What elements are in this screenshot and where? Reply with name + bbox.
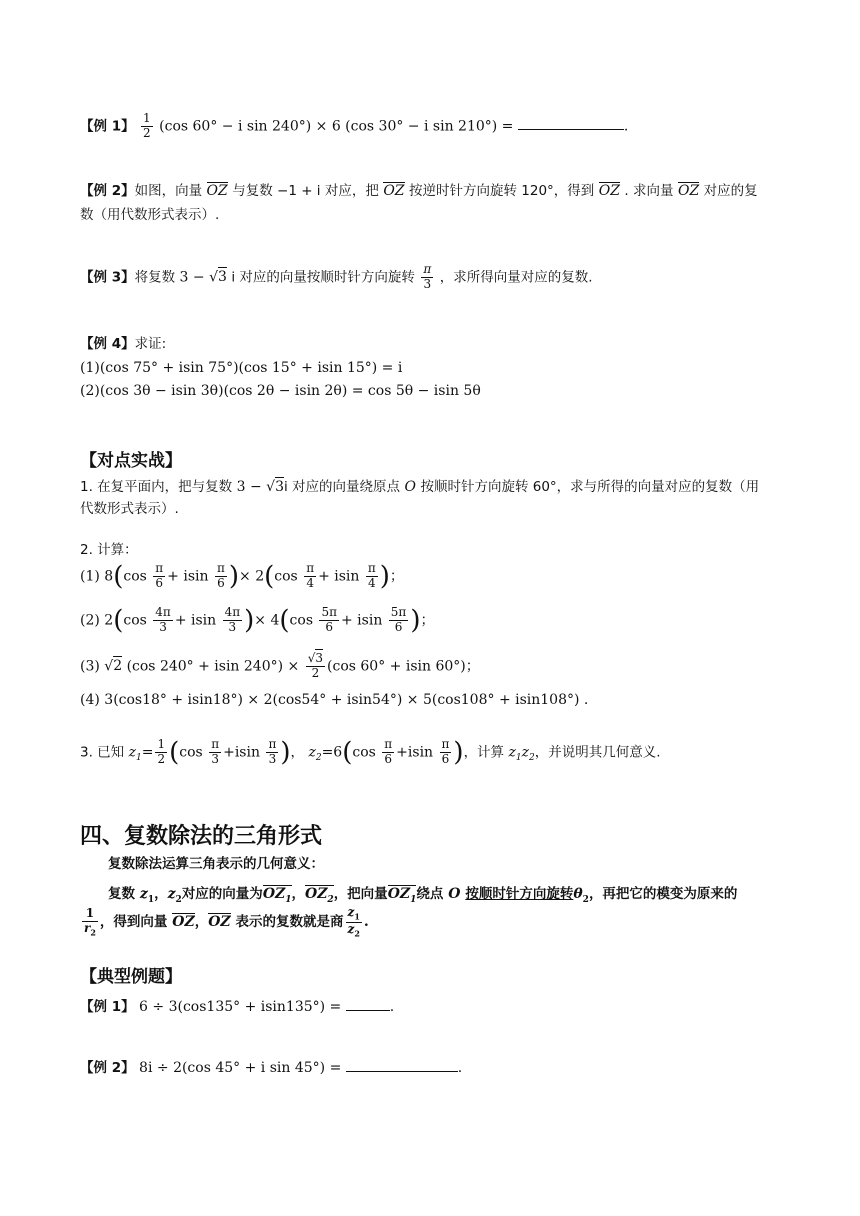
example-expression: (cos 60° − i sin 240°) × 6 (cos 30° − i sin 210°) = bbox=[159, 118, 514, 135]
typical-example-1: 【例 1】 6 ÷ 3(cos135° + isin135°) = . bbox=[80, 999, 395, 1015]
example-tag: 【例 2】 bbox=[80, 183, 135, 199]
typical-heading: 【典型例题】 bbox=[80, 967, 182, 987]
practice-heading: 【对点实战】 bbox=[80, 451, 182, 471]
example-4: 【例 4】求证: (1)(cos 75° + isin 75°)(cos 15° + isin 15°) = i (2)(cos 3θ − isin 3θ)(cos 2θ − isin 2θ) = cos 5θ − isin 5θ bbox=[80, 337, 786, 398]
answer-blank[interactable] bbox=[346, 1061, 458, 1072]
calc-2: (2) 2(cos $\frac{4\pi}{3}$ + isin $\frac{4\pi}{3}$ )× 4(cos $\frac{5\pi}{6}$ + isin $\frac{5\pi}{6}$ )； bbox=[80, 605, 435, 636]
practice-q3: 3. 已知 $z_1=$ $\frac{1}{2}$ (cos $\frac{\pi}{3}$ +isin $\frac{\pi}{3}$ )， $z_2=6(\cos$ $\frac{\pi}{6}$ +isin $\frac{\pi}{6}$ )，计算 $z_1z_2$，并说明其几何意义. bbox=[80, 737, 661, 768]
example-tag: 【例 1】 bbox=[80, 118, 135, 135]
practice-q2: 2. 计算： bbox=[80, 542, 138, 558]
calc-4: (4) 3(cos18° + isin18°) × 2(cos54° + isin54°) × 5(cos108° + isin108°) . bbox=[80, 692, 589, 708]
typical-example-2: 【例 2】 8i ÷ 2(cos 45° + i sin 45°) = . bbox=[80, 1060, 463, 1076]
answer-blank[interactable] bbox=[346, 1000, 390, 1011]
section-paragraph-2: $\frac{1}{r_2}$ ，得到向量 OZ，OZ 表示的复数就是商 $\frac{z_1}{z_2}$ . bbox=[84, 905, 369, 938]
example-tag: 【例 4】 bbox=[80, 336, 135, 352]
answer-blank[interactable] bbox=[518, 119, 624, 130]
vector-oz: OZ bbox=[383, 183, 405, 199]
section-subtitle: 复数除法运算三角表示的几何意义： bbox=[108, 856, 324, 872]
example-2: 【例 2】如图，向量 OZ 与复数 −1 + i 对应，把 OZ 按逆时针方向旋转 120°，得到 OZ . 求向量 OZ 对应的复 数（用代数形式表示）. bbox=[80, 182, 786, 222]
calc-3: (3) √2 (cos 240° + isin 240°) × $\frac{√3}{2}$ (cos 60° + isin 60°)； bbox=[80, 651, 480, 680]
calc-1: (1) 8(cos $\frac{\pi}{6}$ + isin $\frac{\pi}{6}$ )× 2(cos $\frac{\pi}{4}$ + isin $\frac{\pi}{4}$ )； bbox=[80, 561, 404, 592]
proof-line-2: (2)(cos 3θ − isin 3θ)(cos 2θ − isin 2θ) = cos 5θ − isin 5θ bbox=[80, 382, 481, 399]
practice-q1: 1. 在复平面内，把与复数 3 − √3i 对应的向量绕原点 O 按顺时针方向旋转 60°，求与所得的向量对应的复数（用 代数形式表示）. bbox=[80, 479, 760, 517]
example-tag: 【例 3】 bbox=[80, 269, 135, 286]
section-paragraph: 复数 $z_1$，$z_2$对应的向量为$OZ_1$，$OZ_2$，把向量$OZ_1$绕点 O 按顺时针方向旋转$\theta_2$，再把它的模变为原来的 bbox=[108, 886, 738, 905]
proof-line-1: (1)(cos 75° + isin 75°)(cos 15° + isin 15°) = i bbox=[80, 359, 403, 376]
example-3: 【例 3】将复数 3 − √3 i 对应的向量按顺时针方向旋转 $\frac{\pi}{3}$ ，求所得向量对应的复数. bbox=[80, 262, 593, 291]
section-title: 四、复数除法的三角形式 bbox=[80, 824, 323, 849]
vector-oz: OZ bbox=[598, 183, 620, 199]
example-1: 【例 1】 $\frac{1}{2}$ (cos 60° − i sin 240°) × 6 (cos 30° − i sin 210°) = . bbox=[80, 111, 629, 140]
fraction-half: $\frac{1}{2}$ bbox=[143, 111, 151, 140]
vector-oz: OZ bbox=[677, 183, 700, 199]
example-2-line2: 数（用代数形式表示）. bbox=[80, 206, 220, 223]
vector-oz: OZ bbox=[206, 183, 228, 199]
